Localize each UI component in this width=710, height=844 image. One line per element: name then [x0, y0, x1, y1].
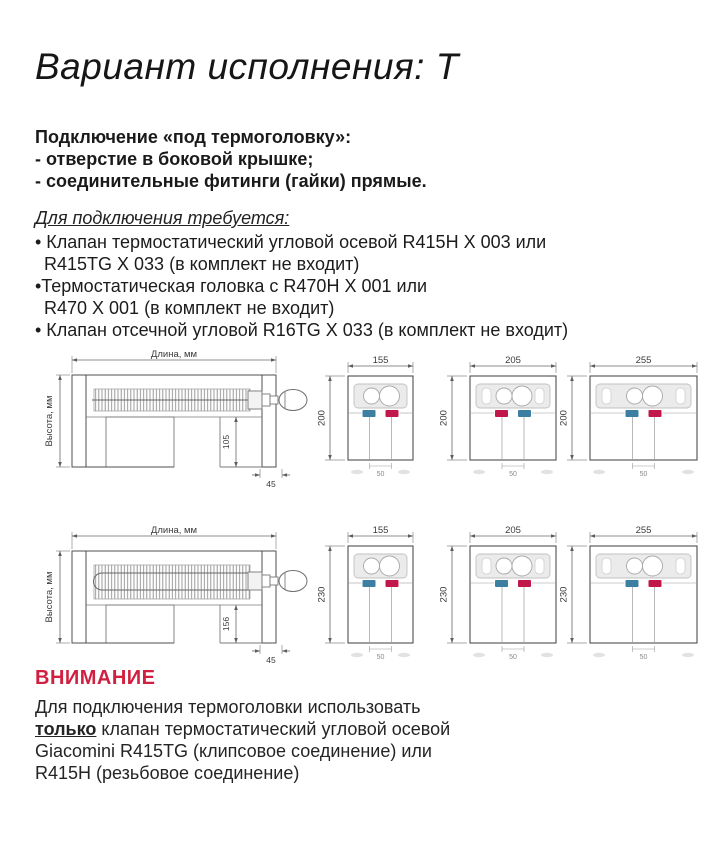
svg-text:Высота, мм: Высота, мм: [44, 395, 55, 447]
warning-line-2: клапан термостатический угловой осевой: [96, 719, 451, 739]
svg-text:200: 200: [558, 410, 570, 426]
requirement-item-cont: R470 X 001 (в комплект не входит): [44, 298, 335, 318]
warning-line-1: Для подключения термоголовки использовать: [35, 697, 421, 717]
document-page: [0, 44, 710, 784]
warning-line-3: Giacomini R415TG (клипсовое соединение) или: [35, 741, 432, 761]
svg-text:Длина, мм: Длина, мм: [150, 525, 198, 536]
requirements-list: [35, 207, 675, 341]
svg-text:155: 155: [372, 355, 389, 366]
svg-text:205: 205: [505, 355, 521, 366]
requirements-heading: Для подключения требуется:: [35, 208, 290, 228]
svg-text:205: 205: [505, 525, 521, 536]
connection-intro: [35, 126, 675, 192]
side-view-drawing-height-200: [14, 347, 314, 496]
intro-line-1: Подключение «под термоголовку»:: [35, 127, 352, 147]
svg-text:105: 105: [221, 434, 231, 450]
cross-section-255x200: [558, 354, 709, 489]
page-title: Вариант исполнения: Т: [35, 46, 459, 87]
svg-text:45: 45: [266, 479, 276, 489]
svg-text:255: 255: [635, 355, 652, 366]
svg-text:230: 230: [438, 586, 450, 603]
svg-text:156: 156: [221, 616, 231, 632]
svg-text:Высота, мм: Высота, мм: [44, 571, 55, 623]
svg-text:155: 155: [372, 525, 389, 536]
cross-section-205x230: [438, 524, 568, 672]
svg-text:50: 50: [509, 654, 517, 661]
side-view-drawing-height-230: [14, 523, 314, 672]
cross-section-255x230: [558, 524, 709, 672]
requirement-item: • Клапан термостатический угловой осевой R415H X 003 или: [35, 232, 547, 252]
svg-text:255: 255: [635, 525, 652, 536]
svg-text:50: 50: [376, 654, 385, 661]
cross-section-155x230: [316, 524, 425, 672]
svg-text:230: 230: [316, 586, 328, 603]
cross-section-155x200: [316, 354, 425, 489]
svg-text:200: 200: [438, 410, 450, 426]
svg-text:200: 200: [316, 410, 328, 426]
svg-text:50: 50: [639, 471, 648, 478]
intro-line-2: - отверстие в боковой крышке;: [35, 149, 314, 169]
svg-text:45: 45: [266, 655, 276, 665]
intro-line-3: - соединительные фитинги (гайки) прямые.: [35, 171, 427, 191]
warning-heading: ВНИМАНИЕ: [35, 667, 156, 689]
svg-text:230: 230: [558, 586, 570, 603]
technical-drawings: [0, 347, 710, 667]
warning-text: [35, 696, 675, 784]
requirement-item: •Термостатическая головка с R470H X 001 или: [35, 276, 428, 296]
svg-text:50: 50: [639, 654, 648, 661]
svg-text:50: 50: [509, 471, 517, 478]
svg-text:Длина, мм: Длина, мм: [150, 349, 198, 360]
requirement-item: • Клапан отсечной угловой R16TG X 033 (в комплект не входит): [35, 320, 569, 340]
cross-section-205x200: [438, 354, 568, 489]
requirement-item-cont: R415TG X 033 (в комплект не входит): [44, 254, 360, 274]
warning-line-4: R415H (резьбовое соединение): [35, 763, 300, 783]
emphasis-word: только: [35, 719, 97, 739]
svg-text:50: 50: [376, 471, 385, 478]
